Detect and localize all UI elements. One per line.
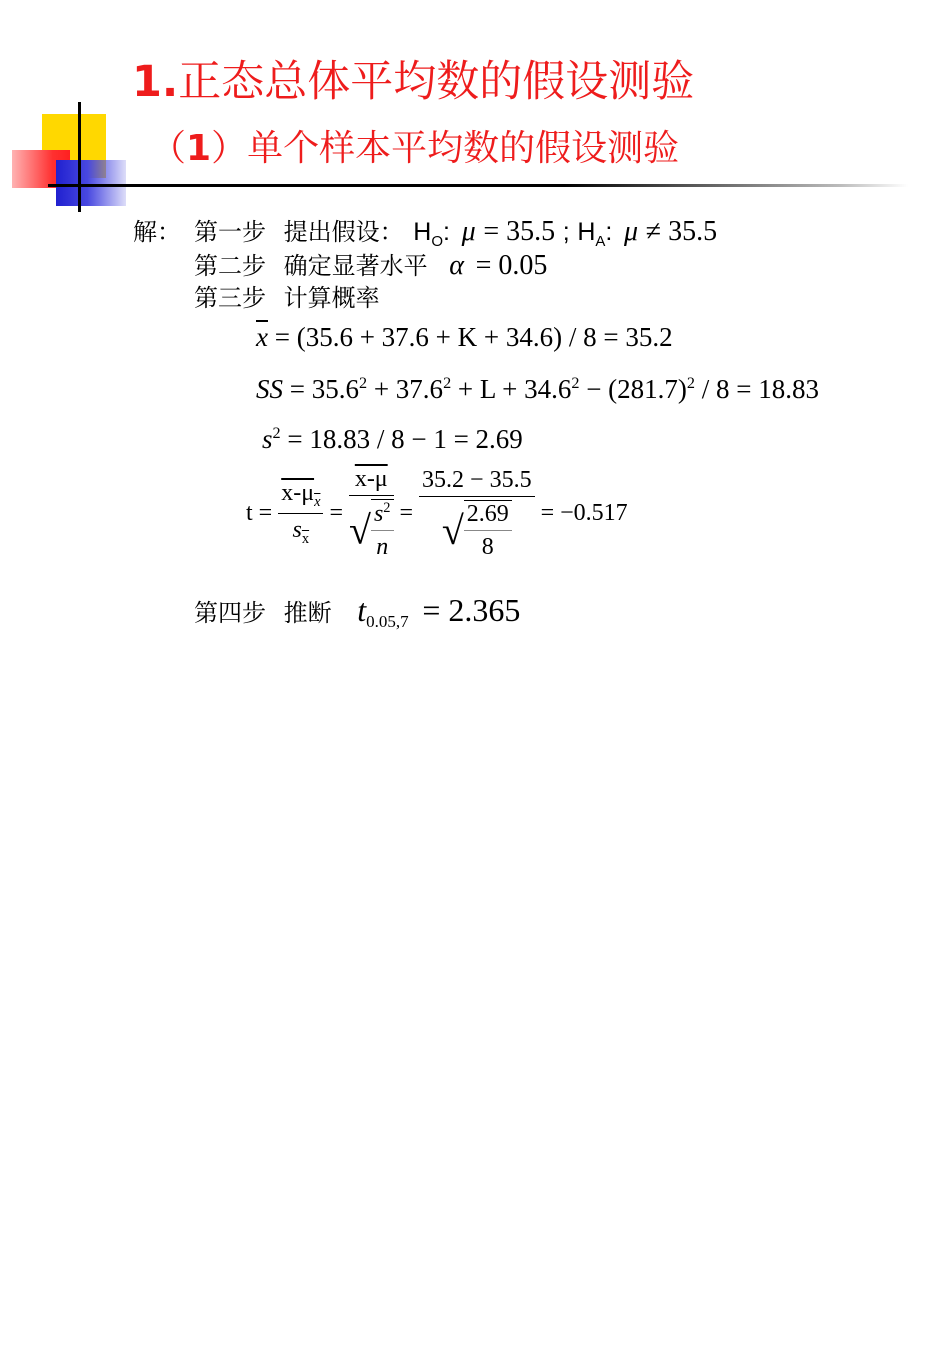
subtitle-close-paren: ） — [211, 128, 248, 169]
ss-exp-2: 2 — [443, 374, 452, 392]
fraction-2-inner-top — [371, 500, 394, 531]
page-title — [132, 48, 694, 109]
step-3-desc: 计算概率 — [283, 284, 380, 312]
t-lhs: t = — [246, 500, 273, 526]
step-3 — [194, 278, 380, 313]
mean-rhs: = (35.6 + 37.6 + K + 34.6) / 8 = 35.2 — [274, 322, 673, 352]
vertical-rule — [78, 102, 81, 212]
fraction-2-n: n — [376, 534, 389, 560]
step-1-desc: 提出假设： — [283, 218, 404, 246]
fraction-2-numerator — [349, 466, 394, 496]
fraction-1 — [278, 480, 323, 548]
page-subtitle — [150, 120, 679, 171]
fraction-3-denominator — [419, 497, 535, 561]
variance-rhs: = 18.83 / 8 − 1 = 2.69 — [287, 424, 523, 454]
mu-symbol: μ — [461, 216, 476, 247]
subtitle-text: 单个样本平均数的假设测验 — [247, 128, 680, 169]
step-4 — [194, 592, 520, 632]
x-bar: $\overline{x}$ — [256, 322, 268, 352]
t-result: = −0.517 — [540, 500, 628, 526]
blue-square-decoration — [56, 160, 126, 206]
variance-equation — [262, 424, 523, 455]
mean-equation — [256, 322, 673, 353]
sqrt-icon: √ — [349, 507, 371, 553]
fraction-3-inner-bottom: 8 — [481, 533, 494, 560]
equals-2: = — [399, 500, 414, 526]
step-1-label: 第一步 — [194, 218, 266, 246]
sqrt-icon-2: √ — [441, 507, 464, 553]
h0-letter: H — [413, 218, 432, 246]
alpha-expression: = 0.05 — [475, 250, 548, 281]
fraction-1-denominator-text: s — [292, 516, 302, 543]
fraction-1-denominator-sub: x — [301, 530, 310, 547]
ha-subscript: A — [595, 233, 606, 250]
t-critical-subscript: 0.05,7 — [366, 611, 409, 631]
fraction-1-numerator — [278, 480, 323, 514]
fraction-2 — [349, 466, 394, 561]
step-1 — [194, 212, 717, 250]
step-2-desc: 确定显著水平 — [283, 252, 428, 280]
ss-exp-1: 2 — [358, 374, 368, 392]
fraction-2-denominator — [349, 496, 394, 561]
fraction-3 — [419, 467, 535, 561]
ss-term-5: / 8 = 18.83 — [701, 374, 819, 404]
step-4-desc: 推断 — [283, 599, 332, 627]
alpha-symbol: α — [449, 250, 464, 281]
step-2 — [194, 246, 547, 282]
t-critical-value: = 2.365 — [422, 592, 521, 628]
ss-term-4: − (281.7) — [586, 374, 687, 404]
solution-label: 解： — [133, 218, 181, 246]
h0-expression: = 35.5 — [483, 216, 556, 247]
subtitle-number: 1 — [186, 128, 212, 169]
title-main-text: 正态总体平均数的假设测验 — [178, 57, 695, 107]
mu-symbol-2: μ — [624, 216, 639, 247]
fraction-1-numerator-sub: x — [314, 493, 321, 510]
fraction-2-s: s — [373, 501, 384, 527]
fraction-2-numerator-text: x-μ — [354, 466, 388, 492]
h0-symbol: $H_O$: — [413, 218, 450, 250]
title-number: 1. — [132, 57, 179, 107]
hypothesis-separator: ; — [562, 218, 570, 246]
ss-equation — [256, 374, 819, 405]
subtitle-open-paren: （ — [150, 128, 187, 169]
ss-term-2: + 37.6 — [373, 374, 444, 404]
fraction-2-s-exp: 2 — [383, 500, 391, 516]
fraction-3-inner — [464, 500, 512, 561]
fraction-2-inner — [371, 499, 394, 561]
t-equation — [246, 466, 628, 561]
s-symbol: s — [262, 424, 273, 454]
ss-exp-4: 2 — [686, 374, 696, 392]
ha-expression: ≠ 35.5 — [645, 216, 718, 247]
ss-term-1: = 35.6 — [289, 374, 359, 404]
fraction-3-inner-top: 2.69 — [464, 501, 512, 531]
step-2-label: 第二步 — [194, 252, 266, 280]
ss-exp-3: 2 — [571, 374, 580, 392]
step-4-label: 第四步 — [194, 599, 266, 627]
fraction-3-numerator: 35.2 − 35.5 — [419, 467, 535, 497]
t-critical-symbol: t — [357, 592, 367, 628]
h0-subscript: O — [431, 233, 444, 250]
fraction-1-denominator — [278, 514, 323, 548]
ss-symbol: SS — [256, 374, 283, 404]
fraction-1-numerator-text: x-μ — [281, 479, 315, 506]
equals-1: = — [329, 500, 343, 526]
ha-letter: H — [577, 218, 596, 246]
ss-term-3: + L + 34.6 — [457, 374, 572, 404]
s-exponent: 2 — [272, 424, 281, 442]
ha-symbol: $H_A$: — [577, 218, 613, 250]
step-3-label: 第三步 — [194, 284, 266, 312]
title-underline — [48, 184, 908, 187]
